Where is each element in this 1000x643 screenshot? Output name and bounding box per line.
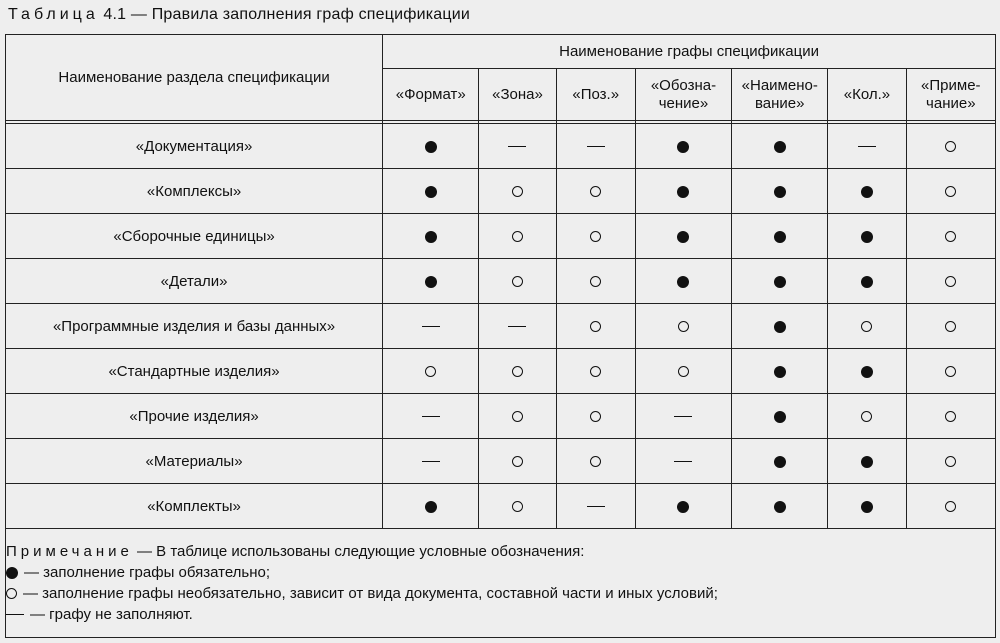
dash-icon: [422, 326, 440, 327]
column-header: [479, 69, 556, 121]
open-circle-icon: [945, 141, 956, 152]
table-row: [6, 259, 996, 304]
header-section-name: Наименование раздела спецификации: [6, 35, 383, 121]
open-circle-icon: [678, 366, 689, 377]
filled-circle-icon: [774, 366, 786, 378]
table-row: [6, 439, 996, 484]
mark-cell: [732, 214, 828, 259]
column-header-line: чение»: [658, 94, 709, 112]
mark-cell: [635, 169, 731, 214]
dash-icon: [858, 146, 876, 147]
column-header-line: чание»: [926, 94, 976, 112]
column-header: [906, 69, 995, 121]
open-circle-icon: [945, 186, 956, 197]
mark-cell: [383, 214, 479, 259]
filled-circle-icon: [861, 366, 873, 378]
open-circle-icon: [590, 186, 601, 197]
column-header-line: «Формат»: [395, 85, 466, 103]
column-header: [635, 69, 731, 121]
section-name: «Детали»: [6, 259, 383, 304]
table-row: [6, 484, 996, 529]
mark-cell: [732, 259, 828, 304]
mark-cell: [383, 304, 479, 349]
filled-circle-icon: [677, 141, 689, 153]
column-header-line: «Наимено-: [741, 76, 818, 94]
dash-icon: [587, 506, 605, 507]
filled-circle-icon: [774, 456, 786, 468]
header-group: Наименование графы спецификации: [383, 35, 996, 69]
caption-number: 4.1: [103, 6, 127, 23]
mark-cell: [732, 439, 828, 484]
mark-cell: [556, 349, 635, 394]
mark-cell: [479, 124, 556, 169]
mark-cell: [479, 349, 556, 394]
mark-cell: [635, 484, 731, 529]
open-circle-icon: [590, 456, 601, 467]
table-row: [6, 169, 996, 214]
open-circle-icon: [945, 276, 956, 287]
section-name: «Сборочные единицы»: [6, 214, 383, 259]
mark-cell: [479, 394, 556, 439]
table-row: [6, 304, 996, 349]
mark-cell: [828, 484, 906, 529]
table-row: [6, 124, 996, 169]
dash-icon: [422, 461, 440, 462]
mark-cell: [828, 124, 906, 169]
filled-circle-icon: [425, 501, 437, 513]
open-circle-icon: [590, 276, 601, 287]
column-header-line: «Обозна-: [650, 76, 717, 94]
filled-circle-icon: [774, 501, 786, 513]
mark-cell: [556, 169, 635, 214]
mark-cell: [732, 169, 828, 214]
caption-label: Таблица: [8, 6, 99, 23]
mark-cell: [479, 439, 556, 484]
section-name: «Комплексы»: [6, 169, 383, 214]
open-circle-icon: [6, 588, 17, 599]
note-label: Примечание: [6, 543, 133, 560]
open-circle-icon: [512, 231, 523, 242]
mark-cell: [479, 304, 556, 349]
mark-cell: [906, 484, 995, 529]
mark-cell: [906, 214, 995, 259]
mark-cell: [828, 169, 906, 214]
mark-cell: [906, 349, 995, 394]
dash-icon: [674, 461, 692, 462]
legend-text: — заполнение графы необязательно, зависит от вида документа, составной части и иных условий;: [23, 585, 718, 602]
mark-cell: [556, 484, 635, 529]
table-note: [6, 529, 996, 638]
open-circle-icon: [945, 411, 956, 422]
legend-item: [6, 562, 995, 583]
mark-cell: [732, 349, 828, 394]
legend-text: — заполнение графы обязательно;: [24, 564, 271, 581]
table-caption: [8, 6, 470, 24]
mark-cell: [556, 394, 635, 439]
filled-circle-icon: [425, 231, 437, 243]
mark-cell: [906, 259, 995, 304]
section-name: «Материалы»: [6, 439, 383, 484]
mark-cell: [732, 124, 828, 169]
mark-cell: [479, 484, 556, 529]
filled-circle-icon: [425, 276, 437, 288]
column-header-line: вание»: [754, 94, 805, 112]
mark-cell: [635, 259, 731, 304]
mark-cell: [556, 124, 635, 169]
note-intro: — В таблице использованы следующие условные обозначения:: [132, 543, 585, 560]
legend-item: [6, 604, 995, 625]
mark-cell: [732, 304, 828, 349]
open-circle-icon: [590, 411, 601, 422]
mark-cell: [906, 304, 995, 349]
filled-circle-icon: [774, 186, 786, 198]
section-name: «Прочие изделия»: [6, 394, 383, 439]
filled-circle-icon: [425, 141, 437, 153]
mark-cell: [556, 439, 635, 484]
mark-cell: [906, 124, 995, 169]
mark-cell: [635, 439, 731, 484]
filled-circle-icon: [677, 501, 689, 513]
dash-icon: [422, 416, 440, 417]
section-name: «Документация»: [6, 124, 383, 169]
column-header: [383, 69, 479, 121]
dash-icon: [508, 326, 526, 327]
filled-circle-icon: [6, 567, 18, 579]
mark-cell: [635, 214, 731, 259]
mark-cell: [635, 349, 731, 394]
column-header-line: «Поз.»: [572, 85, 620, 103]
open-circle-icon: [861, 411, 872, 422]
mark-cell: [383, 484, 479, 529]
mark-cell: [906, 394, 995, 439]
mark-cell: [635, 124, 731, 169]
mark-cell: [383, 394, 479, 439]
table-row: [6, 394, 996, 439]
mark-cell: [635, 394, 731, 439]
column-header: [828, 69, 906, 121]
filled-circle-icon: [861, 276, 873, 288]
filled-circle-icon: [677, 276, 689, 288]
open-circle-icon: [945, 231, 956, 242]
mark-cell: [828, 214, 906, 259]
filled-circle-icon: [861, 501, 873, 513]
dash-icon: [6, 614, 24, 615]
mark-cell: [479, 214, 556, 259]
legend-item: [6, 583, 995, 604]
section-name: «Программные изделия и базы данных»: [6, 304, 383, 349]
open-circle-icon: [945, 501, 956, 512]
section-name: «Стандартные изделия»: [6, 349, 383, 394]
open-circle-icon: [590, 231, 601, 242]
specification-rules-table: [5, 34, 996, 638]
mark-cell: [383, 169, 479, 214]
open-circle-icon: [512, 186, 523, 197]
filled-circle-icon: [774, 321, 786, 333]
mark-cell: [556, 214, 635, 259]
mark-cell: [906, 169, 995, 214]
section-name: «Комплекты»: [6, 484, 383, 529]
mark-cell: [383, 349, 479, 394]
mark-cell: [906, 439, 995, 484]
open-circle-icon: [512, 456, 523, 467]
filled-circle-icon: [677, 186, 689, 198]
filled-circle-icon: [774, 276, 786, 288]
open-circle-icon: [945, 456, 956, 467]
open-circle-icon: [425, 366, 436, 377]
mark-cell: [732, 394, 828, 439]
open-circle-icon: [678, 321, 689, 332]
column-header: [556, 69, 635, 121]
caption-title: — Правила заполнения граф спецификации: [130, 6, 471, 23]
mark-cell: [828, 259, 906, 304]
mark-cell: [556, 259, 635, 304]
mark-cell: [828, 394, 906, 439]
mark-cell: [383, 439, 479, 484]
column-header-line: «Приме-: [921, 76, 981, 94]
filled-circle-icon: [425, 186, 437, 198]
table-row: [6, 214, 996, 259]
open-circle-icon: [512, 276, 523, 287]
legend-text: — графу не заполняют.: [30, 606, 193, 623]
open-circle-icon: [861, 321, 872, 332]
filled-circle-icon: [774, 231, 786, 243]
open-circle-icon: [945, 366, 956, 377]
column-header: [732, 69, 828, 121]
filled-circle-icon: [861, 231, 873, 243]
mark-cell: [383, 259, 479, 304]
filled-circle-icon: [861, 186, 873, 198]
dash-icon: [587, 146, 605, 147]
dash-icon: [508, 146, 526, 147]
mark-cell: [479, 169, 556, 214]
dash-icon: [674, 416, 692, 417]
mark-cell: [828, 349, 906, 394]
open-circle-icon: [512, 366, 523, 377]
filled-circle-icon: [774, 411, 786, 423]
mark-cell: [479, 259, 556, 304]
open-circle-icon: [512, 411, 523, 422]
open-circle-icon: [590, 321, 601, 332]
filled-circle-icon: [677, 231, 689, 243]
mark-cell: [828, 439, 906, 484]
note-row: [6, 529, 996, 638]
mark-cell: [828, 304, 906, 349]
column-header-line: «Кол.»: [843, 85, 891, 103]
mark-cell: [556, 304, 635, 349]
mark-cell: [732, 484, 828, 529]
note-title: [6, 541, 995, 562]
open-circle-icon: [945, 321, 956, 332]
column-header-line: «Зона»: [492, 85, 543, 103]
filled-circle-icon: [774, 141, 786, 153]
mark-cell: [383, 124, 479, 169]
open-circle-icon: [512, 501, 523, 512]
mark-cell: [635, 304, 731, 349]
table-row: [6, 349, 996, 394]
open-circle-icon: [590, 366, 601, 377]
filled-circle-icon: [861, 456, 873, 468]
